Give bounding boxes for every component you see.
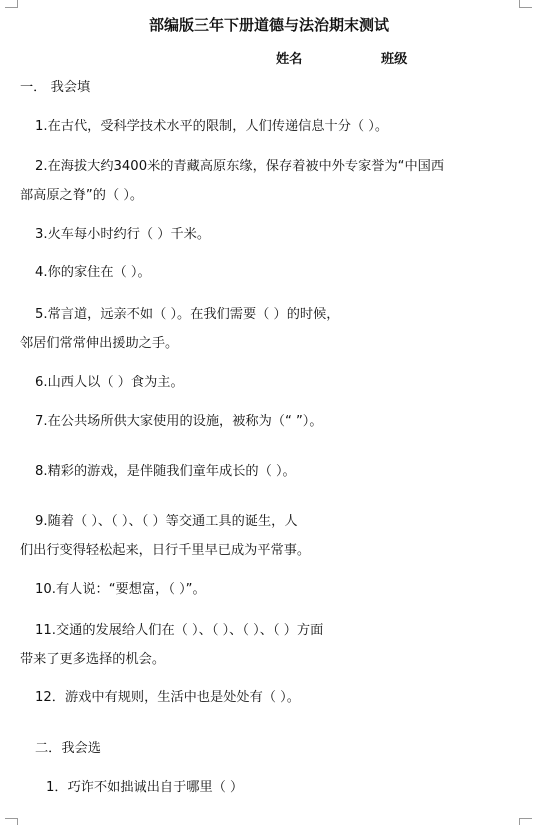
question-7: 7.在公共场所供大家使用的设施，被称为（“ ”）。 (35, 414, 323, 429)
question-11-line-1: 11.交通的发展给人们在（ ）、（ ）、（ ）、（ ）方面 (35, 623, 324, 638)
question-3: 3.火车每小时约行（ ）千米。 (35, 227, 211, 242)
crop-mark-top-left-h (5, 7, 17, 8)
question-4: 4.你的家住在（ ）。 (35, 265, 151, 280)
crop-mark-bottom-left-v (17, 818, 18, 825)
question-1: 1.在古代，受科学技术水平的限制，人们传递信息十分（ ）。 (35, 119, 389, 134)
crop-mark-top-right-v (519, 0, 520, 8)
name-label: 姓名 (276, 52, 303, 67)
question-11-line-2: 带来了更多选择的机会。 (20, 652, 166, 667)
question-9-line-2: 们出行变得轻松起来，日行千里早已成为平常事。 (20, 543, 311, 558)
document-title: 部编版三年下册道德与法治期末测试 (148, 16, 389, 34)
question-2-line-1: 2.在海拔大约3400米的青藏高原东缘，保存着被中外专家誉为“中国西 (35, 159, 445, 174)
section-heading-multiple-choice: 二．我会选 (35, 741, 101, 756)
question-5-line-1: 5.常言道，远亲不如（ ）。在我们需要（ ）的时候， (35, 307, 340, 322)
question-8: 8.精彩的游戏，是伴随我们童年成长的（ ）。 (35, 464, 296, 479)
crop-mark-bottom-left-h (5, 818, 17, 819)
question-6: 6.山西人以（ ）食为主。 (35, 375, 184, 390)
question-12: 12．游戏中有规则，生活中也是处处有（ ）。 (35, 690, 300, 705)
mc-question-1: 1．巧诈不如拙诚出自于哪里（ ） (46, 780, 244, 795)
class-label: 班级 (381, 52, 408, 67)
question-9-line-1: 9.随着（ ）、（ ）、（ ）等交通工具的诞生，人 (35, 514, 298, 529)
section-heading-fill-in: 一． 我会填 (20, 80, 91, 95)
crop-mark-bottom-right-v (519, 818, 520, 825)
crop-mark-top-left-v (17, 0, 18, 8)
question-5-line-2: 邻居们常常伸出援助之手。 (20, 336, 179, 351)
crop-mark-top-right-h (520, 7, 532, 8)
question-2-line-2: 部高原之脊”的（ ）。 (20, 188, 144, 203)
question-10: 10.有人说：“要想富，（ ）”。 (35, 582, 206, 597)
crop-mark-bottom-right-h (520, 818, 532, 819)
